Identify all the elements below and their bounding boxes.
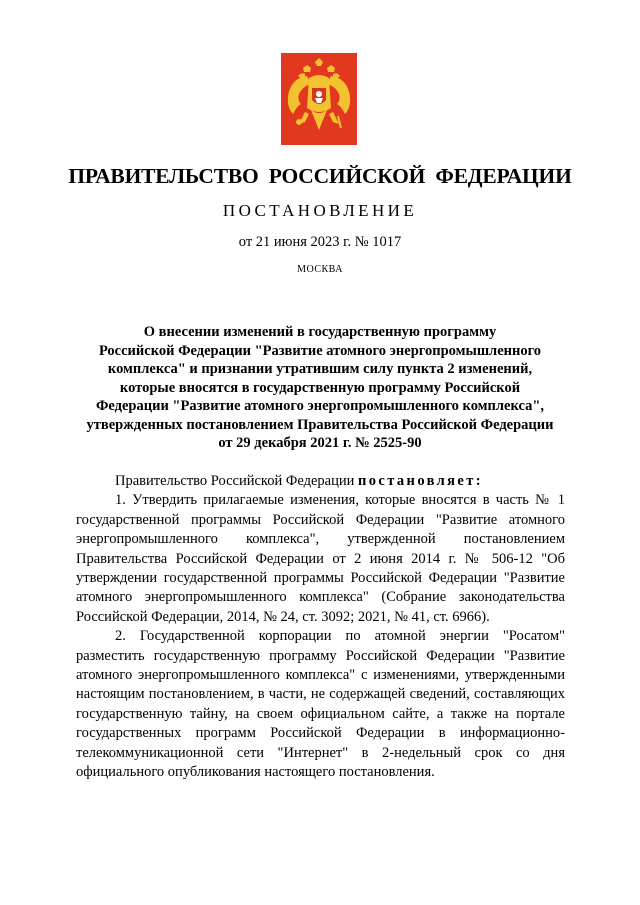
heading-line: комплекса" и признании утратившим силу пункта 2 изменений, [107, 361, 533, 377]
intro-verb: постановляет: [357, 473, 484, 489]
document-city: МОСКВА [297, 264, 343, 275]
heading-line: Федерации "Развитие атомного энергопромышленного комплекса", [95, 398, 545, 414]
resolution-intro [76, 472, 565, 491]
intro-subject: Правительство Российской Федерации [115, 473, 358, 489]
heading-line: О внесении изменений в государственную программу [143, 324, 497, 340]
heading-line: утвержденных постановлением Правительства Российской Федерации [86, 416, 554, 433]
resolution-paragraph-2: 2. Государственной корпорации по атомной энергии "Росатом" разместить государственную программу Российской Федерации "Развитие атомного энергопромышленного комплекса" с изменениями, утвержденными настоящим постановлением, в части, не содержащей сведений, составляющих государственную тайну, на своем официальном сайте, а также на портале государственных программ Российской Федерации в информационно-телекоммуникационной сети "Интернет" в 2-недельный срок со дня официального опубликования настоящего постановления. [76, 628, 565, 781]
document-body [76, 472, 565, 783]
document-type: ПОСТАНОВЛЕНИЕ [222, 201, 418, 220]
heading-line: которые вносятся в государственную программу Российской [119, 379, 521, 396]
resolution-paragraph-1: 1. Утвердить прилагаемые изменения, которые вносятся в часть № 1 государственной программы Российской Федерации "Развитие атомного энергопромышленного комплекса", утвержденной постановлением Правительства Российской Федерации от 2 июня 2014 г. № 506-12 "Об утверждении государственной программы Российской Федерации "Развитие атомного энергопромышленного комплекса" (Собрание законодательства Российской Федерации, 2014, № 24, ст. 3092; 2021, № 41, ст. 6966). [76, 492, 565, 625]
heading-line: Российской Федерации "Развитие атомного энергопромышленного [98, 342, 542, 359]
document-heading [60, 323, 580, 453]
double-headed-eagle-icon [285, 56, 353, 142]
heading-line: от 29 декабря 2021 г. № 2525-90 [218, 435, 422, 451]
coat-of-arms-emblem [281, 53, 357, 145]
document-date-number: от 21 июня 2023 г. № 1017 [238, 234, 402, 250]
government-title: ПРАВИТЕЛЬСТВО РОССИЙСКОЙ ФЕДЕРАЦИИ [68, 164, 572, 188]
